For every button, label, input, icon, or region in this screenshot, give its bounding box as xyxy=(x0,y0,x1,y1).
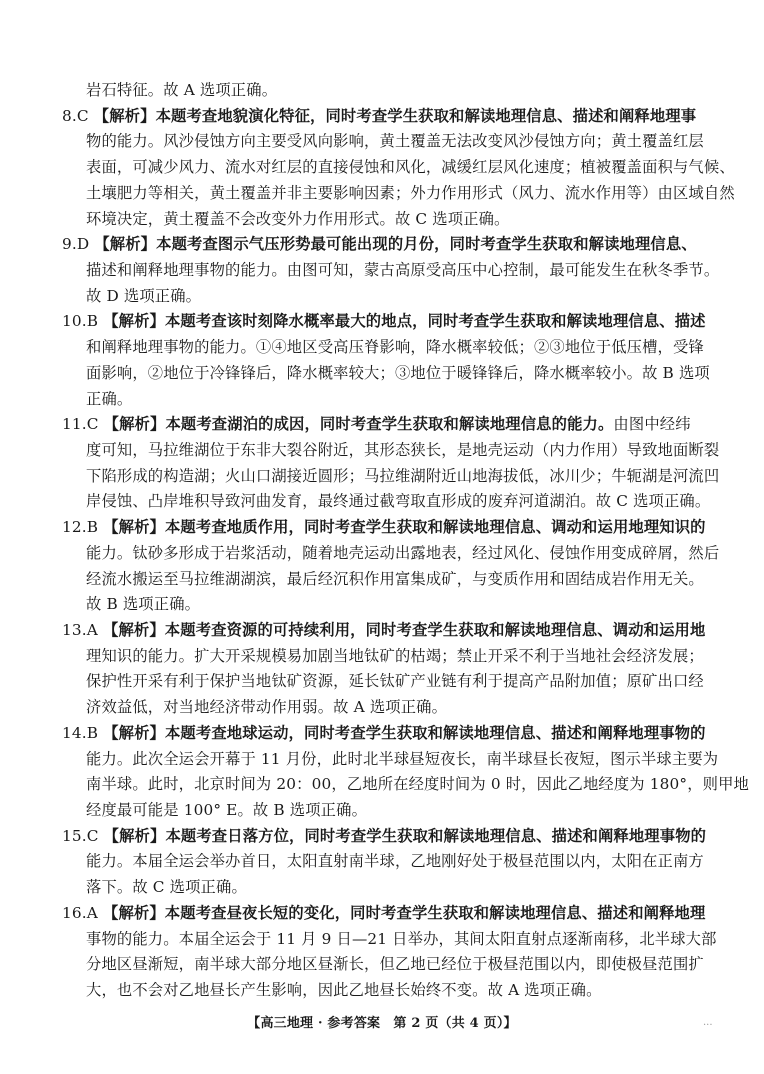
answer-8-line: 物的能力。风沙侵蚀方向主要受风向影响，黄土覆盖无法改变风沙侵蚀方向；黄土覆盖红层 xyxy=(86,132,704,150)
answer-9-heading xyxy=(62,230,697,259)
answer-10-line: 和阐释地理事物的能力。①④地区受高压脊影响，降水概率较低；②③地位于低压槽，受锋 xyxy=(86,338,704,356)
answer-13-line: 济效益低，对当地经济带动作用弱。故 A 选项正确。 xyxy=(86,698,448,716)
corner-mark: ... xyxy=(703,1017,713,1028)
answer-number: 8.C xyxy=(62,107,89,125)
answer-13-heading xyxy=(62,616,705,645)
analysis-tag: 【解析】 xyxy=(103,827,166,845)
answer-number: 11.C xyxy=(62,415,99,433)
answer-topic: 本题考查湖泊的成因，同时考查学生获取和解读地理信息的能力。 xyxy=(165,415,614,433)
answer-number: 16.A xyxy=(62,904,98,922)
answer-8-line: 土壤肥力等相关，黄土覆盖并非主要影响因素；外力作用形式（风力、流水作用等）由区域自然 xyxy=(86,184,735,202)
answer-15-line: 落下。故 C 选项正确。 xyxy=(86,878,247,896)
answer-10-heading xyxy=(62,307,706,336)
answer-11-line: 岸侵蚀、凸岸堆积导致河曲发育，最终通过截弯取直形成的废弃河道湖泊。故 C 选项正确。 xyxy=(86,492,711,510)
answer-topic: 本题考查昼夜长短的变化，同时考查学生获取和解读地理信息、描述和阐释地理 xyxy=(164,904,706,922)
answer-14-heading xyxy=(62,719,706,748)
answer-number: 9.D xyxy=(62,235,90,253)
answer-topic: 本题考查图示气压形势最可能出现的月份，同时考查学生获取和解读地理信息、 xyxy=(156,235,697,253)
answer-14-line: 南半球。此时，北京时间为 20：00，乙地所在经度时间为 0 时，因此乙地经度为 180°，则甲地 xyxy=(86,775,749,793)
analysis-tag: 【解析】 xyxy=(103,621,165,639)
intro-line: 岩石特征。故 A 选项正确。 xyxy=(86,81,278,99)
answer-16-heading xyxy=(62,899,705,928)
answer-topic: 本题考查日落方位，同时考查学生获取和解读地理信息、描述和阐释地理事物的 xyxy=(165,827,707,845)
answer-8-line: 环境决定，黄土覆盖不会改变外力作用形式。故 C 选项正确。 xyxy=(86,210,510,228)
answer-8-line: 表面，可减少风力、流水对红层的直接侵蚀和风化，减缓红层风化速度；植被覆盖面积与气候、 xyxy=(86,158,735,176)
answer-topic-rest: 由图中经纬 xyxy=(613,415,691,433)
answer-11-line: 下陷形成的构造湖；火山口湖接近圆形；马拉维湖附近山地海拔低，冰川少；牛轭湖是河流凹 xyxy=(86,467,720,485)
answer-13-line: 保护性开采有利于保护当地钛矿资源，延长钛矿产业链有利于提高产品附加值；原矿出口经 xyxy=(86,672,704,690)
answer-14-line: 经度最可能是 100° E。故 B 选项正确。 xyxy=(86,801,368,819)
answer-12-heading xyxy=(62,513,706,542)
analysis-tag: 【解析】 xyxy=(94,235,157,253)
page-footer: 【高三地理 · 参考答案 第 2 页（共 4 页）】 xyxy=(247,1016,517,1031)
answer-topic: 本题考查资源的可持续利用，同时考查学生获取和解读地理信息、调动和运用地 xyxy=(164,621,706,639)
answer-10-line: 面影响，②地位于冷锋锋后，降水概率较大；③地位于暖锋锋后，降水概率较小。故 B 选项 xyxy=(86,364,710,382)
answer-14-line: 能力。此次全运会开幕于 11 月份，此时北半球昼短夜长，南半球昼长夜短，图示半球主要为 xyxy=(86,750,719,768)
analysis-tag: 【解析】 xyxy=(103,312,165,330)
answer-topic: 本题考查该时刻降水概率最大的地点，同时考查学生获取和解读地理信息、描述 xyxy=(164,312,706,330)
answer-11-heading xyxy=(62,410,691,439)
analysis-tag: 【解析】 xyxy=(93,107,156,125)
analysis-tag: 【解析】 xyxy=(103,518,165,536)
answer-number: 14.B xyxy=(62,724,99,742)
analysis-tag: 【解析】 xyxy=(103,415,166,433)
answer-number: 10.B xyxy=(62,312,99,330)
answer-11-line: 度可知，马拉维湖位于东非大裂谷附近，其形态狭长，是地壳运动（内力作用）导致地面断裂 xyxy=(86,441,720,459)
answer-10-line: 正确。 xyxy=(86,390,133,408)
answer-16-line: 事物的能力。本届全运会于 11 月 9 日—21 日举办，其间太阳直射点逐渐南移，北半球大部 xyxy=(86,930,717,948)
answer-9-line: 故 D 选项正确。 xyxy=(86,287,202,305)
answer-number: 15.C xyxy=(62,827,99,845)
answer-topic: 本题考查地质作用，同时考查学生获取和解读地理信息、调动和运用地理知识的 xyxy=(164,518,706,536)
answer-16-line: 分地区昼渐短，南半球大部分地区昼渐长，但乙地已经位于极昼范围以内，即使极昼范围扩 xyxy=(86,955,704,973)
answer-topic: 本题考查地貌演化特征，同时考查学生获取和解读地理信息、描述和阐释地理事 xyxy=(155,107,697,125)
answer-12-line: 能力。钛砂多形成于岩浆活动，随着地壳运动出露地表，经过风化、侵蚀作用变成碎屑，然后 xyxy=(86,544,720,562)
answer-number: 13.A xyxy=(62,621,98,639)
answer-12-line: 故 B 选项正确。 xyxy=(86,595,201,613)
answer-15-line: 能力。本届全运会举办首日，太阳直射南半球，乙地刚好处于极昼范围以内，太阳在正南方 xyxy=(86,852,704,870)
analysis-tag: 【解析】 xyxy=(103,724,165,742)
answer-13-line: 理知识的能力。扩大开采规模易加剧当地钛矿的枯竭；禁止开采不利于当地社会经济发展； xyxy=(86,647,704,665)
answer-16-line: 大，也不会对乙地昼长产生影响，因此乙地昼长始终不变。故 A 选项正确。 xyxy=(86,981,602,999)
answer-9-line: 描述和阐释地理事物的能力。由图可知，蒙古高原受高压中心控制，最可能发生在秋冬季节。 xyxy=(86,261,720,279)
answer-number: 12.B xyxy=(62,518,99,536)
answer-12-line: 经流水搬运至马拉维湖湖滨，最后经沉积作用富集成矿，与变质作用和固结成岩作用无关。 xyxy=(86,570,704,588)
analysis-tag: 【解析】 xyxy=(103,904,165,922)
answer-topic: 本题考查地球运动，同时考查学生获取和解读地理信息、描述和阐释地理事物的 xyxy=(164,724,706,742)
